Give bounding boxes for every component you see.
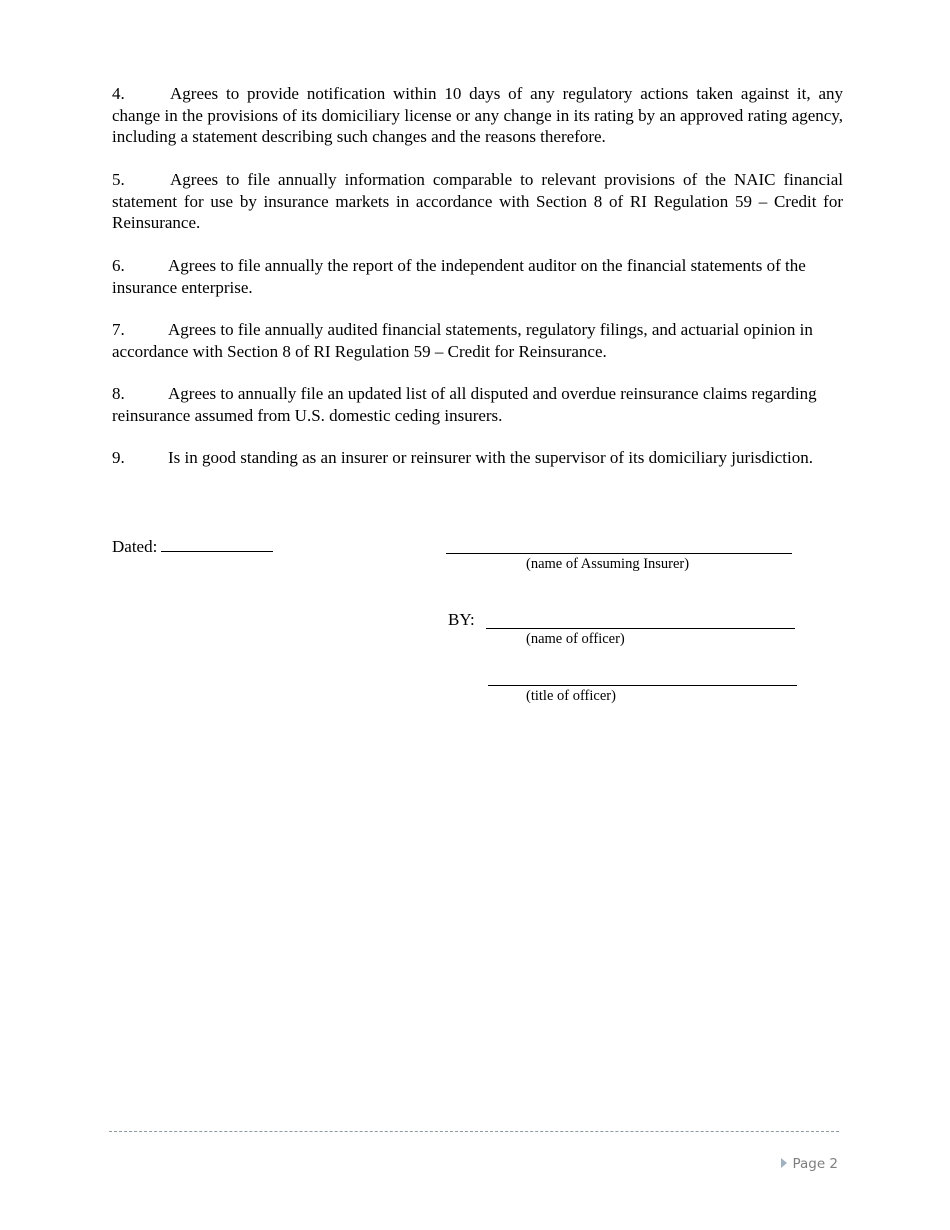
clause-number: 5. <box>112 170 125 189</box>
clause-number: 6. <box>112 256 125 275</box>
clause-text: Agrees to file annually information comparable to relevant provisions of the NAIC financial statement for use by insurance markets in accordance with Section 8 of RI Regulation 59 – Credit for Reinsurance. <box>112 170 843 232</box>
clause-text: Agrees to file annually audited financial statements, regulatory filings, and actuarial opinion in accordance with Section 8 of RI Regulation 59 – Credit for Reinsurance. <box>112 320 813 361</box>
dated-blank-line <box>161 534 273 552</box>
officer-title-caption: (title of officer) <box>526 688 616 704</box>
clause-7 <box>112 319 843 362</box>
clause-text: Agrees to provide notification within 10 days of any regulatory actions taken against it, any change in the provisions of its domiciliary license or any change in its rating by an approved rating agency, including a statement describing such changes and the reasons therefore. <box>112 84 843 146</box>
clause-text: Is in good standing as an insurer or reinsurer with the supervisor of its domiciliary jurisdiction. <box>168 448 813 467</box>
page-footer <box>781 1156 838 1172</box>
officer-name-caption: (name of officer) <box>526 631 625 647</box>
page-number: Page 2 <box>792 1156 838 1172</box>
assuming-insurer-caption: (name of Assuming Insurer) <box>526 556 690 572</box>
clause-number: 9. <box>112 448 125 467</box>
officer-name-signature-line <box>486 628 795 629</box>
clause-number: 4. <box>112 84 125 103</box>
clause-number: 7. <box>112 320 125 339</box>
clause-6 <box>112 255 843 298</box>
caret-right-icon <box>781 1158 787 1168</box>
dated-field <box>112 534 273 557</box>
clause-4 <box>112 83 843 148</box>
assuming-insurer-signature-line <box>446 553 792 554</box>
dated-label: Dated: <box>112 537 158 556</box>
footer-divider <box>109 1131 839 1132</box>
officer-title-line <box>488 685 797 686</box>
clause-8 <box>112 383 843 426</box>
clause-number: 8. <box>112 384 125 403</box>
clause-text: Agrees to annually file an updated list of all disputed and overdue reinsurance claims regarding reinsurance assumed from U.S. domestic ceding insurers. <box>112 384 817 425</box>
clause-text: Agrees to file annually the report of the independent auditor on the financial statements of the insurance enterprise. <box>112 256 806 297</box>
clause-9 <box>112 447 843 469</box>
clause-5 <box>112 169 843 234</box>
by-label: BY: <box>448 610 475 629</box>
